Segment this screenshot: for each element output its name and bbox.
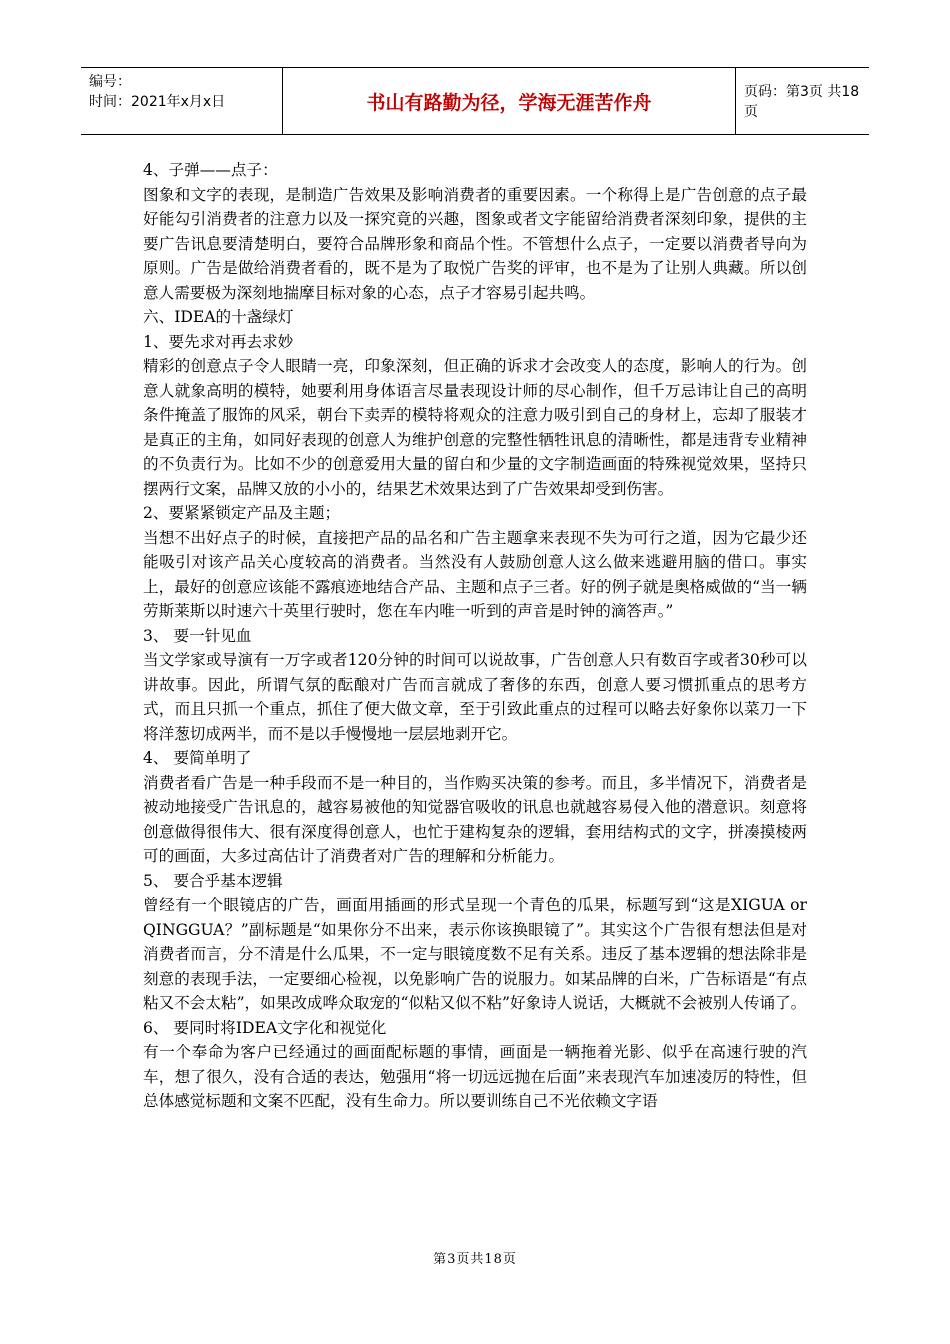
page-header — [81, 67, 869, 135]
section-heading: 1、要先求对再去求妙 — [143, 332, 294, 351]
document-date-label: 时间：2021年x月x日 — [89, 94, 226, 110]
section-heading: 4、 要简单明了 — [143, 749, 252, 767]
header-motto: 书山有路勤为径，学海无涯苦作舟 — [283, 68, 736, 134]
section-heading: 3、 要一针见血 — [143, 626, 252, 645]
page-footer: 第3页共18页 — [433, 1252, 517, 1267]
header-page-indicator: 页码：第3页 共18页 — [744, 84, 860, 120]
section-heading: 2、要紧紧锁定产品及主题； — [143, 504, 341, 522]
paragraph: 消费者看广告是一种手段而不是一种目的，当作购买决策的参考。而且，多半情况下，消费者是被动地接受广告讯息的，越容易被他的知觉器官吸收的讯息也就越容易侵入他的潜意识。刻意将创意做得很伟大、很有深度得创意人，也忙于建构复杂的逻辑，套用结构式的文字，拼凑摸棱两可的画面，大多过高估计了消费者对广告的理解和分析能力。 — [143, 773, 807, 865]
document-body — [143, 158, 807, 1114]
section-heading: 4、子弹——点子： — [143, 161, 278, 179]
section-heading: 5、 要合乎基本逻辑 — [143, 871, 283, 890]
document-number-label: 编号： — [89, 74, 131, 90]
paragraph: 当文学家或导演有一万字或者120分钟的时间可以说故事，广告创意人只有数百字或者30秒可以讲故事。因此，所谓气氛的酝酿对广告而言就成了奢侈的东西，创意人要习惯抓重点的思考方式，而且只抓一个重点，抓住了便大做文章，至于引致此重点的过程可以略去好象你以菜刀一下将洋葱切成两半，而不是以手慢慢地一层层地剥开它。 — [143, 651, 807, 743]
header-meta — [81, 68, 283, 134]
paragraph: 当想不出好点子的时候，直接把产品的品名和广告主题拿来表现不失为可行之道，因为它最少还能吸引对该产品关心度较高的消费者。当然没有人鼓励创意人这么做来逃避用脑的借口。事实上，最好的创意应该能不露痕迹地结合产品、主题和点子三者。好的例子就是奥格威做的“当一辆劳斯莱斯以时速六十英里行驶时，您在车内唯一听到的声音是时钟的滴答声。” — [143, 528, 807, 620]
paragraph: 有一个奉命为客户已经通过的画面配标题的事情，画面是一辆拖着光影、似乎在高速行驶的汽车，想了很久，没有合适的表达，勉强用“将一切远远抛在后面”来表现汽车加速凌厉的特性，但总体感觉标题和文案不匹配，没有生命力。所以要训练自己不光依赖文字语 — [143, 1043, 807, 1110]
paragraph: 图象和文字的表现，是制造广告效果及影响消费者的重要因素。一个称得上是广告创意的点子最好能勾引消费者的注意力以及一探究竟的兴趣，图象或者文字能留给消费者深刻印象，提供的主要广告讯息要清楚明白，要符合品牌形象和商品个性。不管想什么点子，一定要以消费者导向为原则。广告是做给消费者看的，既不是为了取悦广告奖的评审，也不是为了让别人典藏。所以创意人需要极为深刻地揣摩目标对象的心态，点子才容易引起共鸣。 — [143, 185, 807, 302]
paragraph: 精彩的创意点子令人眼睛一亮，印象深刻，但正确的诉求才会改变人的态度，影响人的行为。创意人就象高明的模特，她要利用身体语言尽量表现设计师的尽心制作，但千万忌讳让自己的高明条件掩盖了服饰的风采，朝台下卖弄的模特将观众的注意力吸引到自己的身材上，忘却了服装才是真正的主角，如同好表现的创意人为维护创意的完整性牺牲讯息的清晰性，都是违背专业精神的不负责行为。比如不少的创意爱用大量的留白和少量的文字制造画面的特殊视觉效果，坚持只摆两行文案，品牌又放的小小的，结果艺术效果达到了广告效果却受到伤害。 — [143, 357, 807, 498]
paragraph: 曾经有一个眼镜店的广告，画面用插画的形式呈现一个青色的瓜果，标题写到“这是XIGUA or QINGGUA？”副标题是“如果你分不出来，表示你该换眼镜了”。其实这个广告很有想法但是对消费者而言，分不清是什么瓜果，不一定与眼镜度数不足有关系。违反了基本逻辑的想法除非是刻意的表现手法，一定要细心检视，以免影响广告的说服力。如某品牌的白米，广告标语是“有点粘又不会太粘”，如果改成哗众取宠的“似粘又似不粘”好象诗人说话，大概就不会被别人传诵了。 — [143, 896, 807, 1012]
section-heading: 6、 要同时将IDEA文字化和视觉化 — [143, 1018, 387, 1037]
section-heading: 六、IDEA的十盏绿灯 — [143, 308, 294, 326]
